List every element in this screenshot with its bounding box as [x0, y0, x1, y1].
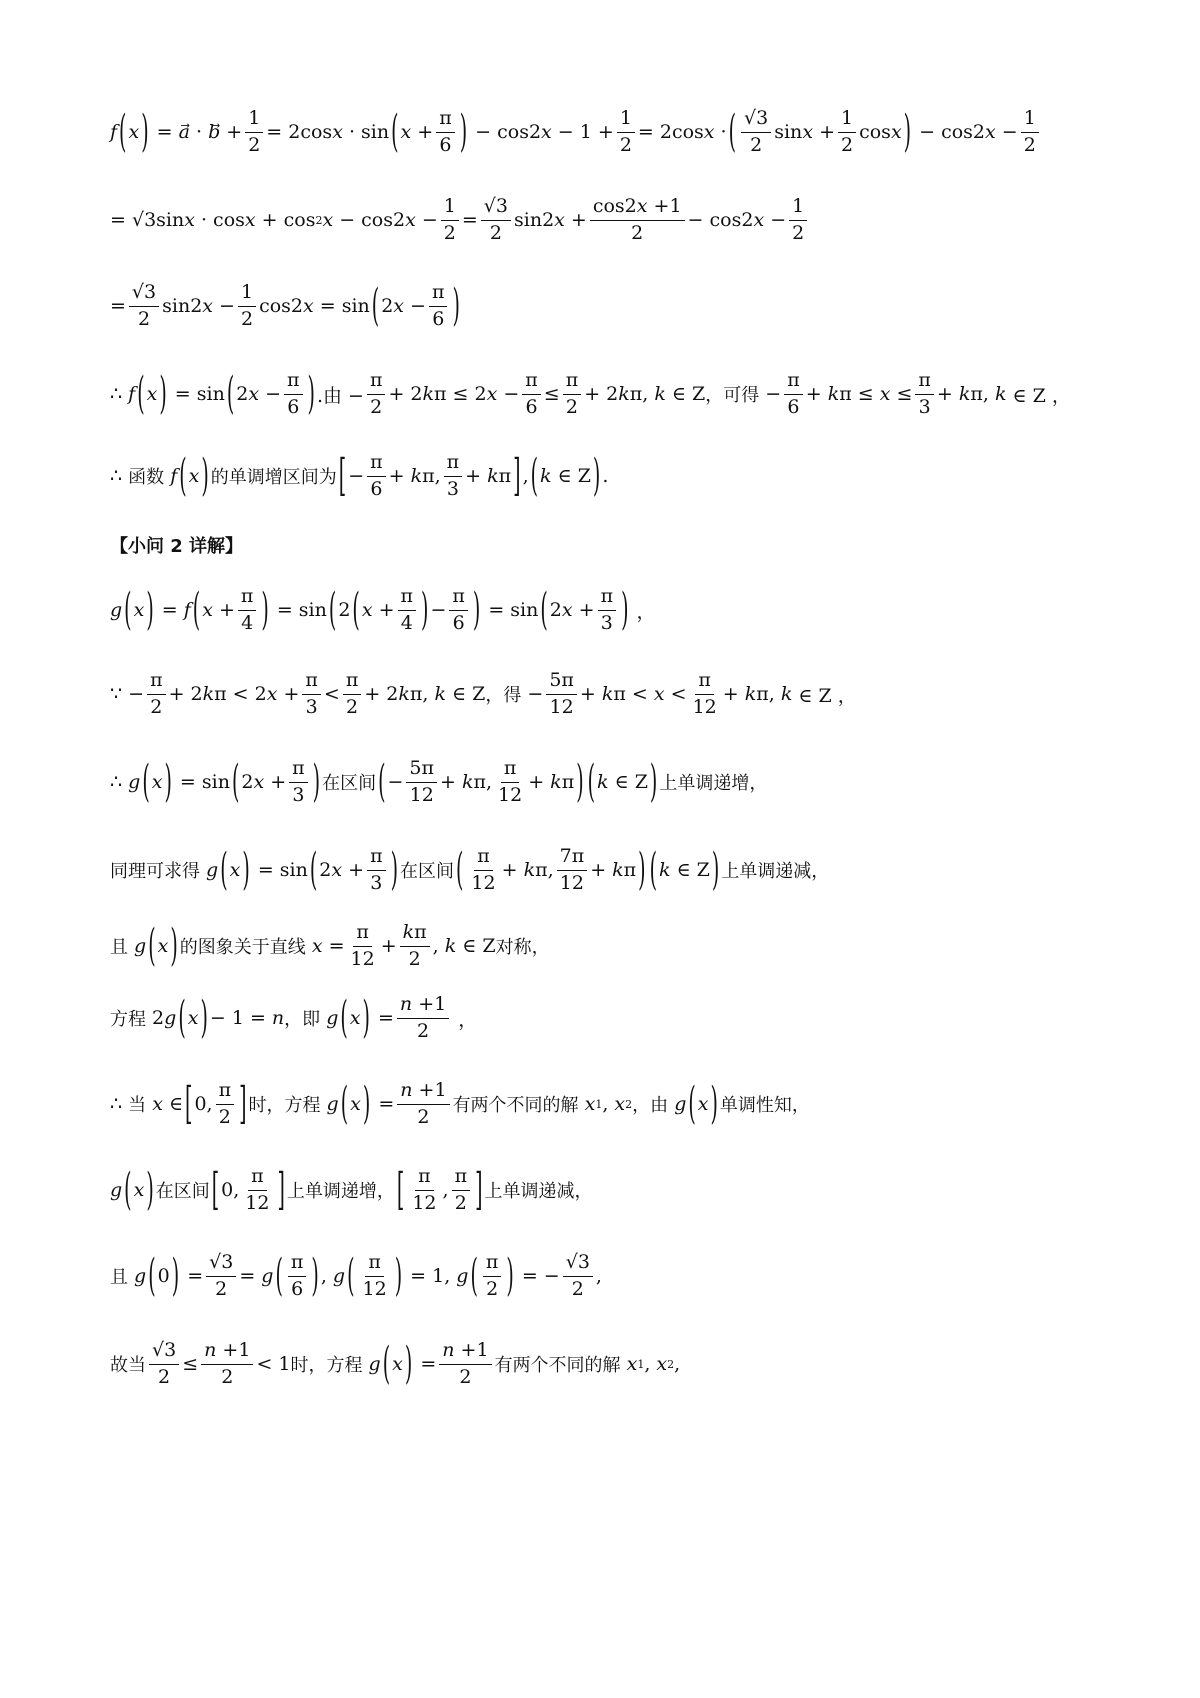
equation-line-5: ∴ 函数 f ( x ) 的单调增区间为 [ − $\frac{\pi}{6}$ + k π, $\frac{\pi}{3}$ + k π ] , ( k ∈ Z ) . — [110, 451, 609, 502]
equation-line-9: 同理可求得 g ( x ) = sin ( 2 x + $\frac{\pi}{3}$ ) 在区间 ( $\frac{\pi}{12}$ + k π, $\frac{7\pi}{12}$ + k π ) ( k ∈ Z ) 上单调递减， — [110, 845, 830, 896]
equation-line-2: = √3sin x · cos x + cos 2 x − cos2 x − $\frac{1}{2}$ = $\frac{√3}{2}$ sin2 x + $\frac{\cos 2x +1}{2}$ − cos2 x − $\frac{1}{2}$ — [110, 196, 1140, 245]
equation-line-15: 故当 $\frac{√3}{2}$ ≤ $\frac{n +1}{2}$ < 1 时，方程 g ( x ) = $\frac{n +1}{2}$ 有两个不同的解 x 1 , x 2 , — [110, 1339, 681, 1390]
equation-line-8: ∴ g ( x ) = sin ( 2 x + $\frac{\pi}{3}$ ) 在区间 ( − $\frac{5\pi}{12}$ + k π, $\frac{\pi}{12}$ + k π ) ( k ∈ Z ) 上单调递增， — [110, 757, 768, 808]
equation-line-14: 且 g ( 0 ) = $\frac{√3}{2}$ = g ( $\frac{\pi}{6}$ ) , g ( $\frac{\pi}{12}$ ) = 1, g ( $\frac{\pi}{2}$ ) = − $\frac{√3}{2}$ , — [110, 1251, 602, 1302]
equation-line-11: 方程 2 g ( x ) − 1 = n ，即 g ( x ) = $\frac{n +1}{2}$ ， — [110, 993, 478, 1044]
equation-line-12: ∴ 当 x ∈ [ 0, $\frac{\pi}{2}$ ] 时，方程 g ( x ) = $\frac{n +1}{2}$ 有两个不同的解 x 1 , x 2 ，由 g ( x ) 单调性知， — [110, 1079, 810, 1130]
equation-line-4: ∴ f ( x ) = sin ( 2 x − $\frac{\pi}{6}$ ) .由 − $\frac{\pi}{2}$ + 2 k π ≤ 2 x − $\frac{\pi}{6}$ ≤ $\frac{\pi}{2}$ + 2 k π, k ∈ Z ，可得 − $\frac{\pi}{6}$ + k π ≤ x ≤ $\frac{\pi}{3}$ + k π, k ∈ Z ， — [110, 369, 1071, 420]
equation-line-10: 且 g ( x ) 的图象关于直线 x = $\frac{\pi}{12}$ + $\frac{k\pi}{2}$ , k ∈ Z 对称， — [110, 921, 550, 972]
equation-line-7: ∵ − $\frac{\pi}{2}$ + 2 k π < 2 x + $\frac{\pi}{3}$ < $\frac{\pi}{2}$ + 2 k π, k ∈ Z ，得 − $\frac{5\pi}{12}$ + k π < x < $\frac{\pi}{12}$ + k π, k ∈ Z ， — [110, 669, 857, 718]
equation-line-13: g ( x ) 在区间 [ 0, $\frac{\pi}{12}$ ] 上单调递增， [ $\frac{\pi}{12}$ , $\frac{\pi}{2}$ ] 上单调递减， — [110, 1165, 593, 1216]
equation-line-1: f ( x ) = a ⃗ · b ⃗ + $\frac{1}{2}$ = 2cos x · sin ( x + $\frac{\pi}{6}$ ) − cos2 x − 1 + $\frac{1}{2}$ = 2cos x · ( $\frac{√3}{2}$ sin x + $\frac{1}{2}$ cos x ) − cos2 x − $\frac{1}{2}$ — [110, 108, 1140, 157]
section-heading: 【小问 2 详解】 — [110, 536, 244, 557]
equation-line-3: = $\frac{√3}{2}$ sin2 x − $\frac{1}{2}$ cos2 x = sin ( 2 x − $\frac{\pi}{6}$ ) — [110, 281, 460, 332]
equation-line-6: g ( x ) = f ( x + $\frac{\pi}{4}$ ) = sin ( 2 ( x + $\frac{\pi}{4}$ ) − $\frac{\pi}{6}$ ) = sin ( 2 x + $\frac{\pi}{3}$ ) ， — [110, 585, 656, 636]
